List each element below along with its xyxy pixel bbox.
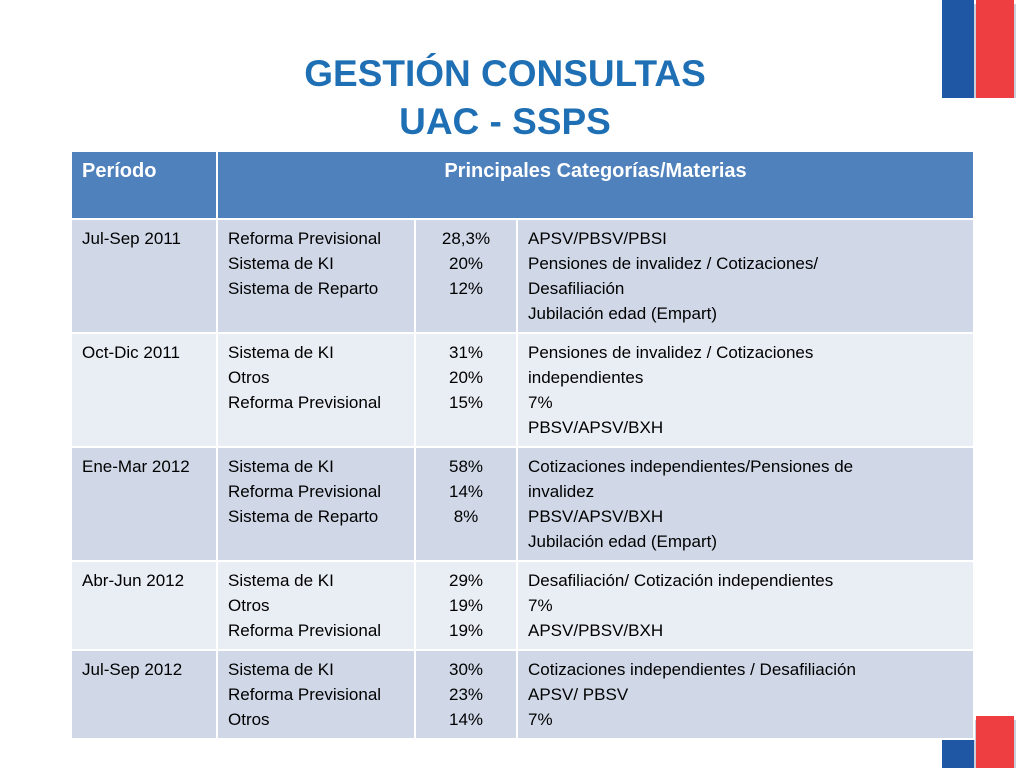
cell-details-line: PBSV/APSV/BXH [528,507,664,526]
cell-categories-line: Reforma Previsional [228,482,382,501]
cell-details-line: APSV/PBSV/BXH [528,621,664,640]
cell-percents-line: 14% [448,482,484,501]
cell-percents-line: 14% [448,710,484,729]
cell-categories [217,650,415,739]
cell-period: Abr-Jun 2012 [71,561,217,650]
cell-details-line: 7% [528,710,553,729]
header-categories: Principales Categorías/Materias [217,151,974,219]
cell-percents [415,561,517,650]
table-row [71,561,974,650]
cell-details-line: independientes [528,368,644,387]
table-row [71,650,974,739]
cell-categories-line: Sistema de Reparto [228,279,379,298]
cell-percents-line: 12% [448,279,484,298]
cell-percents [415,650,517,739]
cell-categories-line: Sistema de Reparto [228,507,379,526]
cell-categories-line: Sistema de KI [228,343,334,362]
cell-details-line: invalidez [528,482,595,501]
table-row [71,447,974,561]
cell-percents-line: 20% [448,254,484,273]
slide-title-line-1: GESTIÓN CONSULTAS [304,53,706,94]
cell-period: Jul-Sep 2011 [71,219,217,333]
cell-categories-line: Sistema de KI [228,457,334,476]
cell-percents-line: 31% [448,343,484,362]
slide-title-line-2: UAC - SSPS [399,101,611,142]
cell-details-line: Desafiliación/ Cotización independientes [528,571,834,590]
cell-percents-line: 23% [448,685,484,704]
cell-categories-line: Sistema de KI [228,660,334,679]
slide-title [230,50,780,146]
cell-categories-line: Otros [228,368,270,387]
cell-categories [217,561,415,650]
cell-details-line: PBSV/APSV/BXH [528,418,664,437]
cell-percents [415,333,517,447]
cell-categories-line: Sistema de KI [228,571,334,590]
cell-categories [217,333,415,447]
cell-categories [217,447,415,561]
cell-percents-line: 20% [448,368,484,387]
cell-categories-line: Otros [228,710,270,729]
table-header-row [71,151,974,219]
cell-details [517,561,974,650]
cell-details-line: Pensiones de invalidez / Cotizaciones/ [528,254,819,273]
cell-percents-line: 19% [448,621,484,640]
cell-period: Oct-Dic 2011 [71,333,217,447]
cell-categories-line: Reforma Previsional [228,393,382,412]
table-body [71,219,974,739]
cell-percents [415,447,517,561]
cell-categories [217,219,415,333]
cell-categories-line: Otros [228,596,270,615]
cell-categories-line: Reforma Previsional [228,229,382,248]
cell-categories-line: Reforma Previsional [228,621,382,640]
cell-percents-line: 30% [448,660,484,679]
cell-details [517,333,974,447]
cell-percents-line: 29% [448,571,484,590]
cell-percents-line: 19% [448,596,484,615]
table-row [71,219,974,333]
flag-decoration-top [942,0,1016,98]
consultations-table [70,150,975,740]
cell-details-line: APSV/PBSV/PBSI [528,229,667,248]
table-row [71,333,974,447]
cell-details-line: Jubilación edad (Empart) [528,532,717,551]
cell-period: Jul-Sep 2012 [71,650,217,739]
cell-details-line: 7% [528,596,553,615]
cell-categories-line: Sistema de KI [228,254,334,273]
cell-details-line: Cotizaciones independientes/Pensiones de [528,457,854,476]
cell-period: Ene-Mar 2012 [71,447,217,561]
cell-details [517,219,974,333]
cell-details-line: Jubilación edad (Empart) [528,304,717,323]
cell-details [517,650,974,739]
cell-percents-line: 58% [448,457,484,476]
cell-details [517,447,974,561]
cell-categories-line: Reforma Previsional [228,685,382,704]
header-period: Período [71,151,217,219]
cell-percents-line: 8% [453,507,479,526]
cell-percents-line: 15% [448,393,484,412]
cell-details-line: APSV/ PBSV [528,685,629,704]
cell-details-line: Pensiones de invalidez / Cotizaciones [528,343,814,362]
cell-percents [415,219,517,333]
cell-details-line: 7% [528,393,553,412]
cell-percents-line: 28,3% [441,229,491,248]
cell-details-line: Desafiliación [528,279,625,298]
cell-details-line: Cotizaciones independientes / Desafiliación [528,660,856,679]
